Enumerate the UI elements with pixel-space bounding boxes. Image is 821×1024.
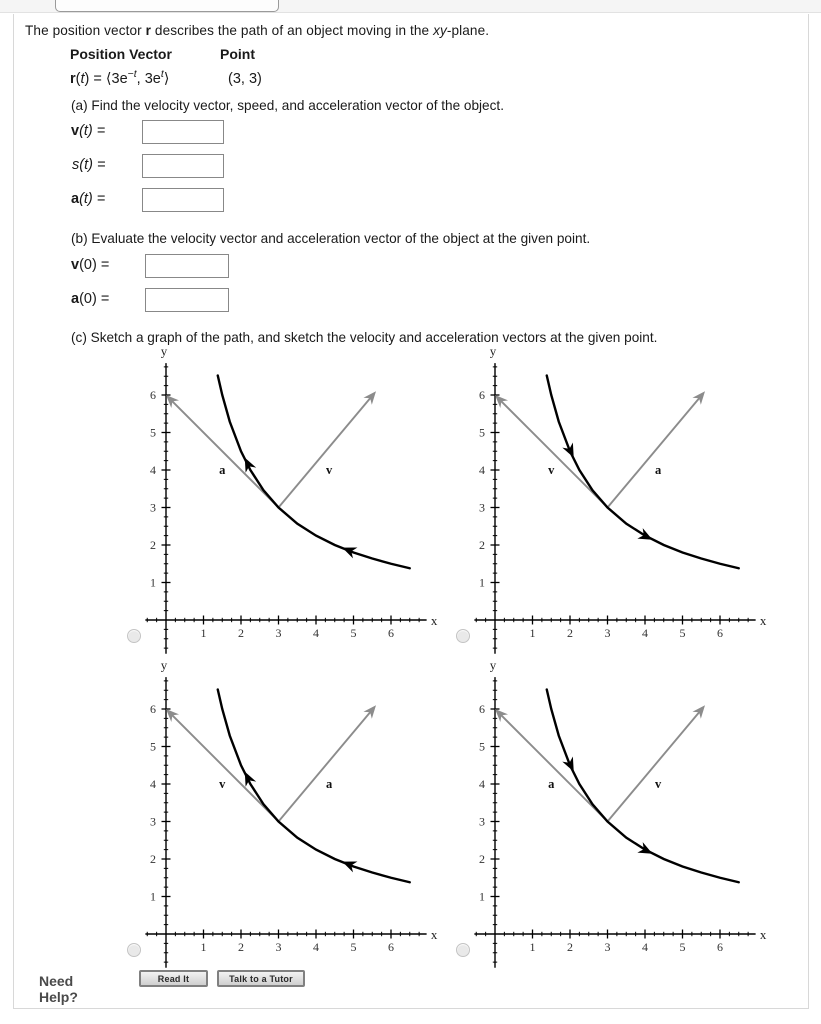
y-tick-label: 1 — [479, 889, 485, 904]
x-tick-label: 3 — [604, 626, 611, 640]
y-axis-label: y — [489, 662, 497, 673]
y-tick-label: 3 — [150, 500, 156, 515]
label-s-of-t-symbol: s — [72, 157, 80, 173]
graph-option-3[interactable] — [109, 662, 439, 972]
y-tick-label: 4 — [479, 777, 485, 791]
label-s-of-t-rest: (t) = — [79, 157, 106, 173]
part-a-prompt: (a) Find the velocity vector, speed, and acceleration vector of the object. — [71, 98, 504, 113]
position-vector-formula — [70, 71, 169, 87]
x-tick-label: 1 — [200, 940, 207, 954]
left-vector-label: a — [219, 463, 226, 477]
right-vector-label: a — [655, 463, 662, 477]
x-tick-label: 4 — [642, 940, 648, 954]
label-v-of-t-rest: (t) = — [79, 123, 106, 139]
y-tick-label: 4 — [150, 777, 156, 791]
formula-t: t — [80, 71, 85, 87]
graph-option-2[interactable] — [438, 348, 768, 658]
formula-open: ( — [75, 71, 81, 87]
talk-to-tutor-button[interactable]: Talk to a Tutor — [217, 970, 305, 987]
input-s-of-t[interactable] — [142, 154, 224, 178]
y-tick-label: 2 — [479, 852, 485, 866]
y-tick-label: 3 — [150, 814, 156, 829]
y-tick-label: 2 — [479, 538, 485, 552]
y-tick-label: 1 — [150, 575, 156, 590]
input-a-of-0[interactable] — [145, 288, 229, 312]
x-axis-label: x — [430, 927, 438, 942]
label-a-of-0 — [71, 291, 109, 307]
input-a-of-t[interactable] — [142, 188, 224, 212]
input-v-of-0[interactable] — [145, 254, 229, 278]
path-curve — [218, 376, 410, 569]
intro-vector-r: r — [145, 23, 152, 38]
label-v-of-0 — [71, 257, 109, 273]
intro-xy-plane: xy — [433, 23, 447, 38]
y-tick-label: 5 — [150, 739, 156, 754]
x-tick-label: 2 — [238, 626, 244, 640]
graph-option-radio[interactable] — [456, 943, 470, 957]
graph-option-radio[interactable] — [127, 943, 141, 957]
point-value: (3, 3) — [228, 71, 262, 87]
graph-option-1[interactable] — [109, 348, 439, 658]
x-tick-label: 4 — [642, 626, 648, 640]
y-axis-label: y — [160, 662, 168, 673]
x-tick-label: 1 — [529, 626, 536, 640]
intro-text-post: -plane. — [446, 23, 490, 38]
formula-r: r — [70, 71, 76, 87]
label-s-of-t — [72, 157, 105, 173]
y-tick-label: 6 — [150, 702, 156, 716]
coordinate-plot — [438, 662, 768, 972]
x-tick-label: 6 — [388, 940, 394, 954]
input-v-of-t[interactable] — [142, 120, 224, 144]
x-tick-label: 5 — [679, 940, 686, 954]
left-vector-label: v — [548, 463, 555, 477]
coordinate-plot — [109, 348, 439, 658]
graph-option-4[interactable] — [438, 662, 768, 972]
coordinate-plot — [109, 662, 439, 972]
graph-option-radio[interactable] — [127, 629, 141, 643]
label-v-of-0-rest: (0) = — [79, 257, 110, 273]
x-tick-label: 3 — [604, 940, 611, 954]
y-tick-label: 3 — [479, 814, 485, 829]
y-tick-label: 5 — [479, 425, 485, 440]
y-axis-label: y — [489, 348, 497, 359]
read-it-button[interactable]: Read It — [139, 970, 208, 987]
left-vector-label: v — [219, 777, 226, 791]
need-help-label: Need Help? — [39, 973, 78, 1005]
x-tick-label: 5 — [350, 940, 357, 954]
path-curve — [547, 690, 739, 883]
label-a-of-t — [71, 191, 105, 207]
y-tick-label: 5 — [150, 425, 156, 440]
x-tick-label: 2 — [238, 940, 244, 954]
point-header: Point — [220, 46, 255, 62]
y-tick-label: 4 — [479, 463, 485, 477]
left-vector-label: a — [548, 777, 555, 791]
label-v-of-0-symbol: v — [71, 257, 80, 273]
label-v-of-t — [71, 123, 105, 139]
x-tick-label: 6 — [717, 626, 723, 640]
path-curve — [547, 376, 739, 569]
x-tick-label: 5 — [679, 626, 686, 640]
y-tick-label: 5 — [479, 739, 485, 754]
browser-top-strip — [0, 0, 821, 13]
x-tick-label: 1 — [529, 940, 536, 954]
intro-text-mid: describes the path of an object moving in the — [151, 23, 434, 38]
right-vector-label: v — [326, 463, 333, 477]
formula-end: ⟩ — [163, 71, 170, 87]
part-b-prompt: (b) Evaluate the velocity vector and acceleration vector of the object at the given point. — [71, 231, 591, 246]
y-tick-label: 1 — [150, 889, 156, 904]
x-tick-label: 2 — [567, 940, 573, 954]
y-tick-label: 6 — [150, 388, 156, 402]
problem-intro — [25, 23, 489, 38]
y-tick-label: 1 — [479, 575, 485, 590]
x-axis-label: x — [430, 613, 438, 628]
path-curve — [218, 690, 410, 883]
label-a-of-t-rest: (t) = — [79, 191, 106, 207]
x-tick-label: 6 — [717, 940, 723, 954]
label-v-of-t-symbol: v — [71, 123, 80, 139]
right-vector-label: v — [655, 777, 662, 791]
part-c-prompt: (c) Sketch a graph of the path, and sketch the velocity and acceleration vectors at the given point. — [71, 330, 658, 345]
formula-mid: , 3e — [136, 71, 161, 87]
intro-text-pre: The position vector — [25, 23, 146, 38]
coordinate-plot — [438, 348, 768, 658]
y-tick-label: 4 — [150, 463, 156, 477]
x-axis-label: x — [759, 927, 767, 942]
y-axis-label: y — [160, 348, 168, 359]
position-vector-header: Position Vector — [70, 46, 172, 62]
x-axis-label: x — [759, 613, 767, 628]
y-tick-label: 6 — [479, 388, 485, 402]
y-tick-label: 3 — [479, 500, 485, 515]
x-tick-label: 3 — [275, 626, 282, 640]
label-a-of-t-symbol: a — [71, 191, 80, 207]
graph-option-radio[interactable] — [456, 629, 470, 643]
x-tick-label: 1 — [200, 626, 207, 640]
problem-content-panel — [13, 14, 809, 1009]
x-tick-label: 5 — [350, 626, 357, 640]
x-tick-label: 3 — [275, 940, 282, 954]
y-tick-label: 2 — [150, 852, 156, 866]
y-tick-label: 2 — [150, 538, 156, 552]
formula-eq: ) = ⟨3e — [84, 71, 128, 87]
label-a-of-0-rest: (0) = — [79, 291, 110, 307]
formula-exp-t: t — [160, 69, 164, 81]
label-a-of-0-symbol: a — [71, 291, 80, 307]
formula-exp-neg-t: −t — [127, 69, 137, 81]
y-tick-label: 6 — [479, 702, 485, 716]
partial-top-button[interactable] — [55, 0, 279, 12]
x-tick-label: 2 — [567, 626, 573, 640]
x-tick-label: 4 — [313, 626, 319, 640]
right-vector-label: a — [326, 777, 333, 791]
x-tick-label: 6 — [388, 626, 394, 640]
x-tick-label: 4 — [313, 940, 319, 954]
